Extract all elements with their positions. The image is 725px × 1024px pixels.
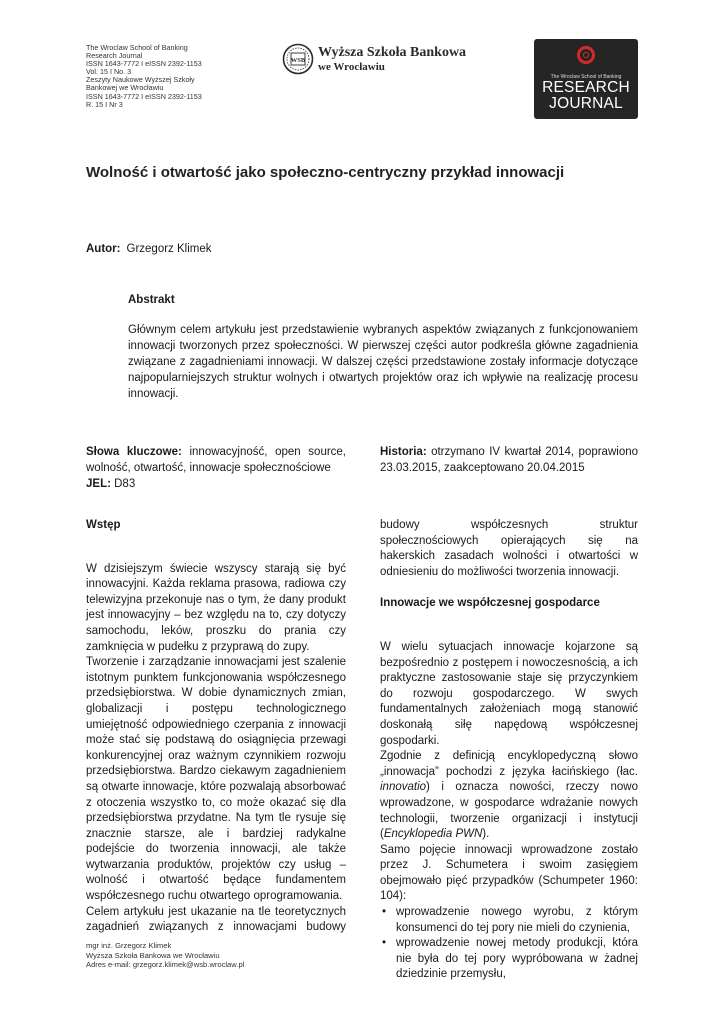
paragraph: Samo pojęcie innowacji wprowadzone zostało przez J. Schumetera i swoim zasięgiem obejmowało pięć przypadków (Schumpeter 1960: 104):: [380, 843, 638, 903]
svg-text:WSB: WSB: [290, 57, 306, 64]
paragraph-continued: Celem artykułu jest ukazanie na tle teoretycznych zagadnień związanych z innowacjami budowy: [86, 905, 346, 934]
keywords: [86, 444, 346, 476]
badge-title-line1: RESEARCH: [542, 79, 630, 96]
journal-info: [86, 44, 256, 109]
badge-school: The Wroclaw School of Banking: [550, 74, 622, 80]
abstract-heading: Abstrakt: [128, 294, 175, 306]
journal-info-line: The Wroclaw School of Banking: [86, 43, 188, 52]
bullet-list: [380, 905, 638, 983]
paragraph: Tworzenie i zarządzanie innowacjami jest szalenie istotnym punktem funkcjonowania współczesnego przedsiębiorstwa. W dobie dynamicznych zmian, globalizacji i postępu technologicznego umiejętność odpowiedniego czerpania z innowacji może stać się podstawą do osiągnięcia przewagi konkurencyjnej oraz ważnym czynnikiem rozwoju przedsiębiorstwa. Bardzo ciekawym zagadnieniem są otwarte innowacje, które pozwalają absorbować z otoczenia wszystko to, co może okazać się dla przedsiębiorstwa przydatne. Na tym tle rysuje się znacznie starsze, ale i bardziej radykalne podejście do tworzenia innowacji, ale także wytwarzania produktów, projektów czy usług – wolność i otwartość będące fundamentem współczesnego ruchu otwartego oprogramowania.: [86, 656, 346, 903]
journal-info-line: ISSN 1643-7772 I eISSN 2392-1153: [86, 91, 202, 101]
keywords-text: innowacyjność, open source, wolność, otwartość, innowacje społecznościowe: [86, 446, 347, 474]
university-name: Wyższa Szkoła Bankowa: [318, 45, 467, 60]
university-city: we Wrocławiu: [318, 61, 385, 73]
paragraph: W dzisiejszym świecie wszyscy starają się być innowacyjni. Każda reklama prasowa, radiowa czy telewizyjna przekonuje nas o tym, że dany produkt jest innowacyjny – bez względu na to, czy dotyczy samochodu, leków, proszku do prania czy zamknięcia w pudełku z przyprawą do zupy.: [86, 562, 346, 653]
journal-info-line: Bankowej we Wrocławiu: [86, 83, 164, 93]
university-logo: [282, 43, 482, 79]
wsb-emblem-icon: [282, 43, 314, 75]
jel-label: JEL:: [86, 478, 111, 490]
author-name: Grzegorz Klimek: [126, 243, 212, 255]
research-journal-badge: [534, 39, 638, 119]
section-heading-intro: Wstęp: [86, 519, 121, 531]
journal-info-line: Research Journal: [86, 51, 143, 61]
keywords-block: [86, 444, 346, 492]
keywords-label: Słowa kluczowe:: [86, 446, 182, 458]
jel: [86, 476, 346, 492]
affiliation-institution: Wyższa Szkoła Bankowa we Wrocławiu: [86, 950, 220, 960]
affiliation-name: mgr inż. Grzegorz Klimek: [86, 941, 172, 950]
journal-info-line: R. 15 I Nr 3: [86, 99, 123, 109]
badge-title: [534, 80, 638, 112]
paragraph: Zgodnie z definicją encyklopedyczną słowo „innowacja” pochodzi z języka łacińskiego (łac. innovatio) i oznacza nowości, rzeczy nowo wprowadzone, w gospodarce wdrażanie nowych technologii, tworzenie organizacji i instytucji (Encyklopedia PWN).: [380, 750, 638, 841]
author-line: [86, 243, 212, 255]
history-label: Historia:: [380, 446, 427, 458]
affiliation-email: Adres e-mail: grzegorz.klimek@wsb.wroclaw.pl: [86, 960, 245, 970]
jel-text: D83: [114, 478, 136, 490]
journal-info-line: ISSN 1643-7772 I eISSN 2392-1153: [86, 59, 202, 69]
abstract-text: Głównym celem artykułu jest przedstawienie wybranych aspektów związanych z funkcjonowaniem innowacji tworzonych przez społeczności. W pierwszej części autor podkreśla główne zagadnienia związane z zagadnieniami innowacji. W dalszej części przedstawione zostały informacje dotyczące najpopularniejszych struktur wolnych i otwartych projektów oraz ich wpływie na realizację procesu innowacji.: [128, 324, 638, 400]
paragraph: W wielu sytuacjach innowacje kojarzone są bezpośrednio z postępem i nowoczesnością, a ich praktyczne zastosowanie staje się przyczynkiem do rozwoju gospodarczego. W swych fundamentalnych założeniach mogą stanowić doskonałą siłę napędową współczesnej gospodarki.: [380, 640, 638, 747]
badge-title-line2: JOURNAL: [549, 95, 623, 112]
history-block: [380, 444, 638, 476]
body-column-left: [86, 518, 346, 936]
journal-info-line: Vol. 15 I No. 3: [86, 67, 132, 77]
article-title: Wolność i otwartość jako społeczno-centryczny przykład innowacji: [86, 164, 565, 181]
section-heading-innovations: Innowacje we współczesnej gospodarce: [380, 597, 600, 610]
list-item: • wprowadzenie nowego wyrobu, z którym konsumenci do tej pory nie mieli do czynienia,: [380, 905, 638, 936]
history-text: otrzymano IV kwartał 2014, poprawiono 23.03.2015, zaakceptowano 20.04.2015: [380, 446, 639, 474]
journal-ring-icon: [576, 45, 596, 65]
list-item: • wprowadzenie nowej metody produkcji, która nie była do tej pory wypróbowana w żadnej dziedzinie przemysłu,: [380, 936, 638, 983]
body-column-right: [380, 518, 638, 983]
journal-info-line: Zeszyty Naukowe Wyższej Szkoły: [86, 75, 195, 85]
author-label: Autor:: [86, 243, 121, 255]
paragraph-continuation: budowy współczesnych struktur społecznościowych opierających się na hakerskich zasadach wolności i otwartości w odniesieniu do możliwości tworzenia innowacji.: [380, 519, 638, 578]
author-affiliation: [86, 941, 386, 970]
